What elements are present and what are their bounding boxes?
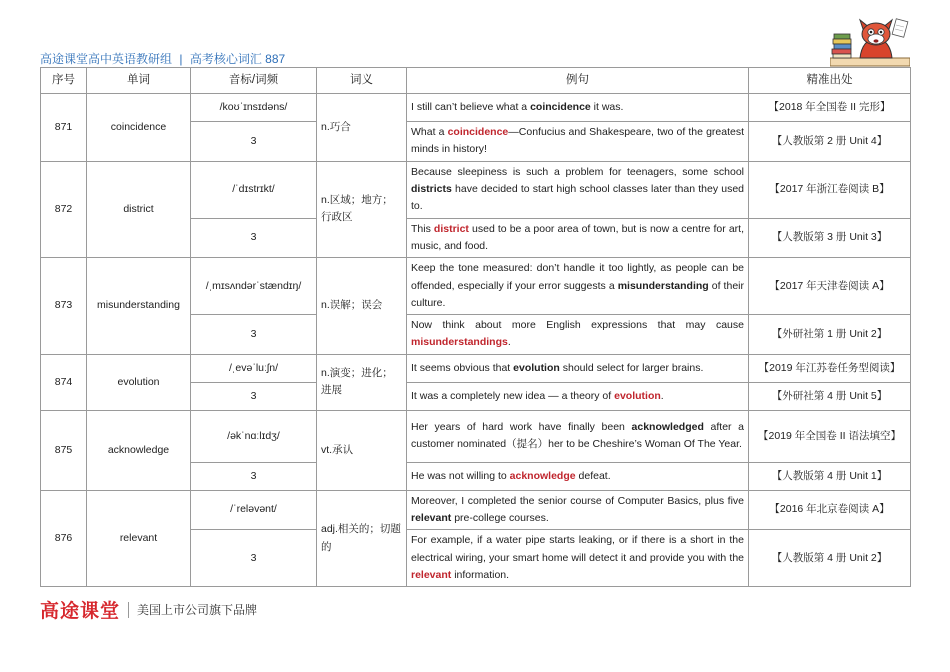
- column-header: 例句: [407, 68, 749, 94]
- keyword: acknowledge: [509, 469, 576, 482]
- entry-frequency: 3: [191, 462, 317, 490]
- table-row: [41, 258, 911, 315]
- entry-phonetic: /koʊˈɪnsɪdəns/: [191, 94, 317, 122]
- example-source: 【2016 年北京卷阅读 A】: [749, 490, 911, 530]
- example-sentence: It seems obvious that evolution should select for larger brains.: [407, 354, 749, 382]
- entry-number: 876: [41, 490, 87, 587]
- entry-frequency: 3: [191, 218, 317, 258]
- column-header: 单词: [87, 68, 191, 94]
- keyword: acknowledged: [631, 420, 704, 433]
- entry-phonetic: /ˈreləvənt/: [191, 490, 317, 530]
- entry-frequency: 3: [191, 382, 317, 410]
- entry-meaning: n.区域；地方；行政区: [317, 161, 407, 258]
- keyword: misunderstanding: [617, 279, 709, 292]
- example-sentence: Moreover, I completed the senior course of Computer Basics, plus five relevant pre-college courses.: [407, 490, 749, 530]
- entry-number: 875: [41, 410, 87, 490]
- table-row: [41, 94, 911, 122]
- example-sentence: For example, if a water pipe starts leaking, or if there is a short in the electrical wiring, your smart home will detect it and provide you with the relevant information.: [407, 530, 749, 587]
- keyword: districts: [411, 182, 452, 195]
- brand-tagline: 美国上市公司旗下品牌: [137, 603, 258, 617]
- entry-meaning: n.误解；误会: [317, 258, 407, 355]
- brand-logo: 高途课堂: [40, 601, 121, 622]
- vocabulary-table: [40, 67, 911, 587]
- entry-number: 871: [41, 94, 87, 162]
- column-header: 精准出处: [749, 68, 911, 94]
- footer-divider: [128, 602, 129, 618]
- example-source: 【人教版第 2 册 Unit 4】: [749, 122, 911, 162]
- keyword: coincidence: [530, 100, 591, 113]
- entry-frequency: 3: [191, 315, 317, 355]
- keyword: relevant: [411, 512, 452, 525]
- header-title: 高考核心词汇 887: [189, 52, 286, 66]
- entry-meaning: vt.承认: [317, 410, 407, 490]
- entry-word: relevant: [87, 490, 191, 587]
- example-source: 【2018 年全国卷 II 完形】: [749, 94, 911, 122]
- example-sentence: This district used to be a poor area of town, but is now a centre for art, music, and food.: [407, 218, 749, 258]
- entry-word: coincidence: [87, 94, 191, 162]
- page-header: [40, 50, 285, 67]
- keyword: evolution: [513, 361, 560, 374]
- example-source: 【外研社第 1 册 Unit 2】: [749, 315, 911, 355]
- table-row: [41, 354, 911, 382]
- entry-number: 873: [41, 258, 87, 355]
- example-sentence: He was not willing to acknowledge defeat.: [407, 462, 749, 490]
- entry-frequency: 3: [191, 122, 317, 162]
- entry-phonetic: /əkˈnɑːlɪdʒ/: [191, 410, 317, 462]
- mascot-illustration-icon: [830, 14, 910, 70]
- column-header: 音标/词频: [191, 68, 317, 94]
- keyword: district: [433, 222, 469, 235]
- header-group: 高途课堂高中英语教研组: [40, 52, 173, 66]
- page-footer: [40, 596, 257, 623]
- example-sentence: It was a completely new idea — a theory of evolution.: [407, 382, 749, 410]
- example-sentence: Keep the tone measured: don’t handle it too lightly, as people can be offended, especially if your error suggests a misunderstanding of their culture.: [407, 258, 749, 315]
- example-source: 【人教版第 3 册 Unit 3】: [749, 218, 911, 258]
- entry-word: misunderstanding: [87, 258, 191, 355]
- entry-number: 872: [41, 161, 87, 258]
- entry-phonetic: /ˌmɪsʌndərˈstændɪŋ/: [191, 258, 317, 315]
- example-sentence: Because sleepiness is such a problem for teenagers, some school districts have decided to start high school classes later than they used to.: [407, 161, 749, 218]
- example-sentence: I still can’t believe what a coincidence it was.: [407, 94, 749, 122]
- entry-phonetic: /ˈdɪstrɪkt/: [191, 161, 317, 218]
- entry-word: evolution: [87, 354, 191, 410]
- example-source: 【2017 年浙江卷阅读 B】: [749, 161, 911, 218]
- example-source: 【2017 年天津卷阅读 A】: [749, 258, 911, 315]
- table-row: [41, 410, 911, 462]
- table-row: [41, 161, 911, 218]
- entry-meaning: adj.相关的；切题的: [317, 490, 407, 587]
- entry-word: district: [87, 161, 191, 258]
- example-sentence: Now think about more English expressions that may cause misunderstandings.: [407, 315, 749, 355]
- example-sentence: What a coincidence—Confucius and Shakespeare, two of the greatest minds in history!: [407, 122, 749, 162]
- entry-word: acknowledge: [87, 410, 191, 490]
- keyword: misunderstandings: [411, 336, 508, 349]
- example-source: 【人教版第 4 册 Unit 2】: [749, 530, 911, 587]
- entry-frequency: 3: [191, 530, 317, 587]
- example-source: 【2019 年江苏卷任务型阅读】: [749, 354, 911, 382]
- keyword: coincidence: [447, 126, 509, 138]
- table-header-row: [41, 68, 911, 94]
- example-source: 【2019 年全国卷 II 语法填空】: [749, 410, 911, 462]
- header-separator: |: [179, 52, 183, 66]
- table-row: [41, 490, 911, 530]
- example-sentence: Her years of hard work have finally been acknowledged after a customer nominated（提名）her to be Cheshire’s Woman Of The Year.: [407, 410, 749, 462]
- keyword: evolution: [614, 389, 661, 402]
- entry-phonetic: /ˌevəˈluːʃn/: [191, 354, 317, 382]
- entry-meaning: n.巧合: [317, 94, 407, 162]
- entry-meaning: n.演变；进化；进展: [317, 354, 407, 410]
- example-source: 【外研社第 4 册 Unit 5】: [749, 382, 911, 410]
- column-header: 序号: [41, 68, 87, 94]
- column-header: 词义: [317, 68, 407, 94]
- keyword: relevant: [411, 569, 452, 581]
- entry-number: 874: [41, 354, 87, 410]
- example-source: 【人教版第 4 册 Unit 1】: [749, 462, 911, 490]
